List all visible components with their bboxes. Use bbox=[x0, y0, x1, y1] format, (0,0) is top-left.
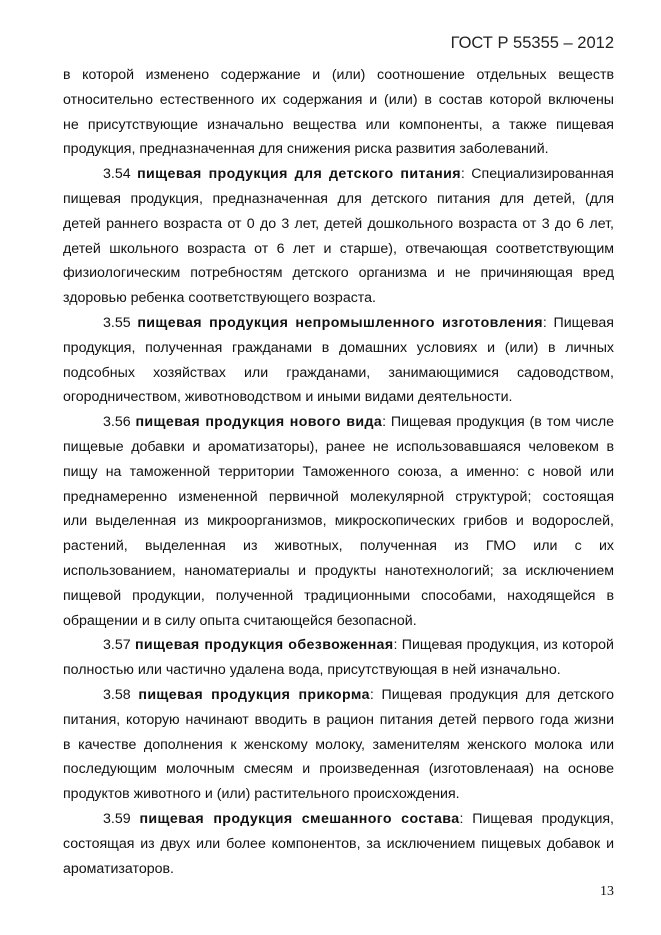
clause-number: 3.58 bbox=[103, 686, 139, 703]
text-line: продукция, предназначенная для снижения риска развития заболеваний. bbox=[63, 141, 549, 158]
text-line: пищевая продукция, предназначенная для детского питания для детей, (для bbox=[63, 190, 614, 207]
text-line: пищевые добавки и ароматизаторы), ранее не использовавшаяся человеком в bbox=[63, 438, 614, 455]
text-line: не присутствующие изначально вещества или компоненты, а также пищевая bbox=[63, 116, 614, 133]
clause-text: : Пищевая продукция, из которой bbox=[393, 637, 614, 654]
text-line: или выделенная из микроорганизмов, микроскопических грибов и водорослей, bbox=[63, 513, 614, 530]
page-number: 13 bbox=[600, 884, 614, 899]
text-line: обращении и в силу опыта считающейся безопасной. bbox=[63, 612, 417, 629]
paragraph-continuation bbox=[63, 63, 614, 162]
clause-3-56 bbox=[63, 410, 614, 633]
text-line: продукция, полученная гражданами в домашних условиях и (или) в личных bbox=[63, 339, 614, 356]
clause-3-58 bbox=[63, 683, 614, 807]
document-body bbox=[63, 63, 614, 881]
text-line: в качестве дополнения к женскому молоку, заменителям женского молока или bbox=[63, 736, 614, 753]
text-line: детей школьного возраста от 6 лет и старше), отвечающая соответствующим bbox=[63, 240, 614, 257]
text-line: относительно естественного их содержания и (или) в состав которой включены bbox=[63, 91, 614, 108]
text-line bbox=[63, 683, 614, 708]
clause-3-57 bbox=[63, 633, 614, 683]
clause-term: пищевая продукция смешанного состава bbox=[139, 810, 460, 827]
clause-number: 3.54 bbox=[103, 166, 138, 183]
text-line: пищевой продукции, полученной традиционными способами, находящейся в bbox=[63, 587, 614, 604]
text-line: последующим молочным смесям и произведенная (изготовленаая) на основе bbox=[63, 761, 614, 778]
clause-text: : Пищевая продукция для детского bbox=[369, 686, 614, 703]
text-line: огородничеством, животноводством и иными видами деятельности. bbox=[63, 389, 513, 406]
text-line: продуктов животного и (или) растительного происхождения. bbox=[63, 786, 460, 803]
text-line: пищу на таможенной территории Таможенного союза, а именно: с новой или bbox=[63, 463, 614, 480]
clause-number: 3.55 bbox=[103, 314, 138, 331]
clause-number: 3.59 bbox=[103, 810, 140, 827]
clause-term: пищевая продукция нового вида bbox=[135, 414, 383, 431]
text-line bbox=[63, 162, 614, 187]
clause-3-59 bbox=[63, 807, 614, 881]
clause-term: пищевая продукция непромышленного изготовления bbox=[137, 314, 543, 331]
clause-3-54 bbox=[63, 162, 614, 311]
text-line: здоровью ребенка соответствующего возраста. bbox=[63, 290, 376, 307]
clause-term: пищевая продукция для детского питания bbox=[137, 166, 461, 183]
document-header-title: ГОСТ Р 55355 – 2012 bbox=[450, 34, 614, 52]
text-line bbox=[63, 633, 614, 658]
text-line: детей раннего возраста от 0 до 3 лет, детей дошкольного возраста от 3 до 6 лет, bbox=[63, 215, 614, 232]
clause-text: : Пищевая продукция (в том числе bbox=[382, 414, 614, 431]
clause-text: : Пищевая bbox=[542, 314, 614, 331]
text-line bbox=[63, 410, 614, 435]
clause-number: 3.56 bbox=[103, 414, 136, 431]
clause-term: пищевая продукция обезвоженная bbox=[134, 637, 394, 654]
clause-text: : Специализированная bbox=[460, 166, 614, 183]
text-line: состоящая из двух или более компонентов, за исключением пищевых добавок и bbox=[63, 835, 614, 852]
text-line: в которой изменено содержание и (или) соотношение отдельных веществ bbox=[63, 67, 614, 83]
text-line bbox=[63, 807, 614, 832]
text-line: подсобных хозяйствах или гражданами, занимающимися садоводством, bbox=[63, 364, 614, 381]
text-line bbox=[63, 311, 614, 336]
clause-text: : Пищевая продукция, bbox=[459, 810, 614, 827]
text-line: полностью или частично удалена вода, присутствующая в ней изначально. bbox=[63, 662, 561, 679]
text-line: преднамеренно измененной первичной молекулярной структурой; состоящая bbox=[63, 488, 614, 505]
clause-term: пищевая продукция прикорма bbox=[138, 686, 370, 703]
text-line: ароматизаторов. bbox=[63, 860, 174, 877]
text-line: физиологическим потребностям детского организма и не причиняющая вред bbox=[63, 265, 614, 282]
clause-number: 3.57 bbox=[103, 637, 135, 654]
text-line: растений, выделенная из животных, полученная из ГМО или с их bbox=[63, 538, 614, 555]
text-line: питания, которую начинают вводить в рацион питания детей первого года жизни bbox=[63, 711, 614, 728]
clause-3-55 bbox=[63, 311, 614, 410]
text-line: использованием, наноматериалы и продукты нанотехнологий; за исключением bbox=[63, 562, 614, 579]
